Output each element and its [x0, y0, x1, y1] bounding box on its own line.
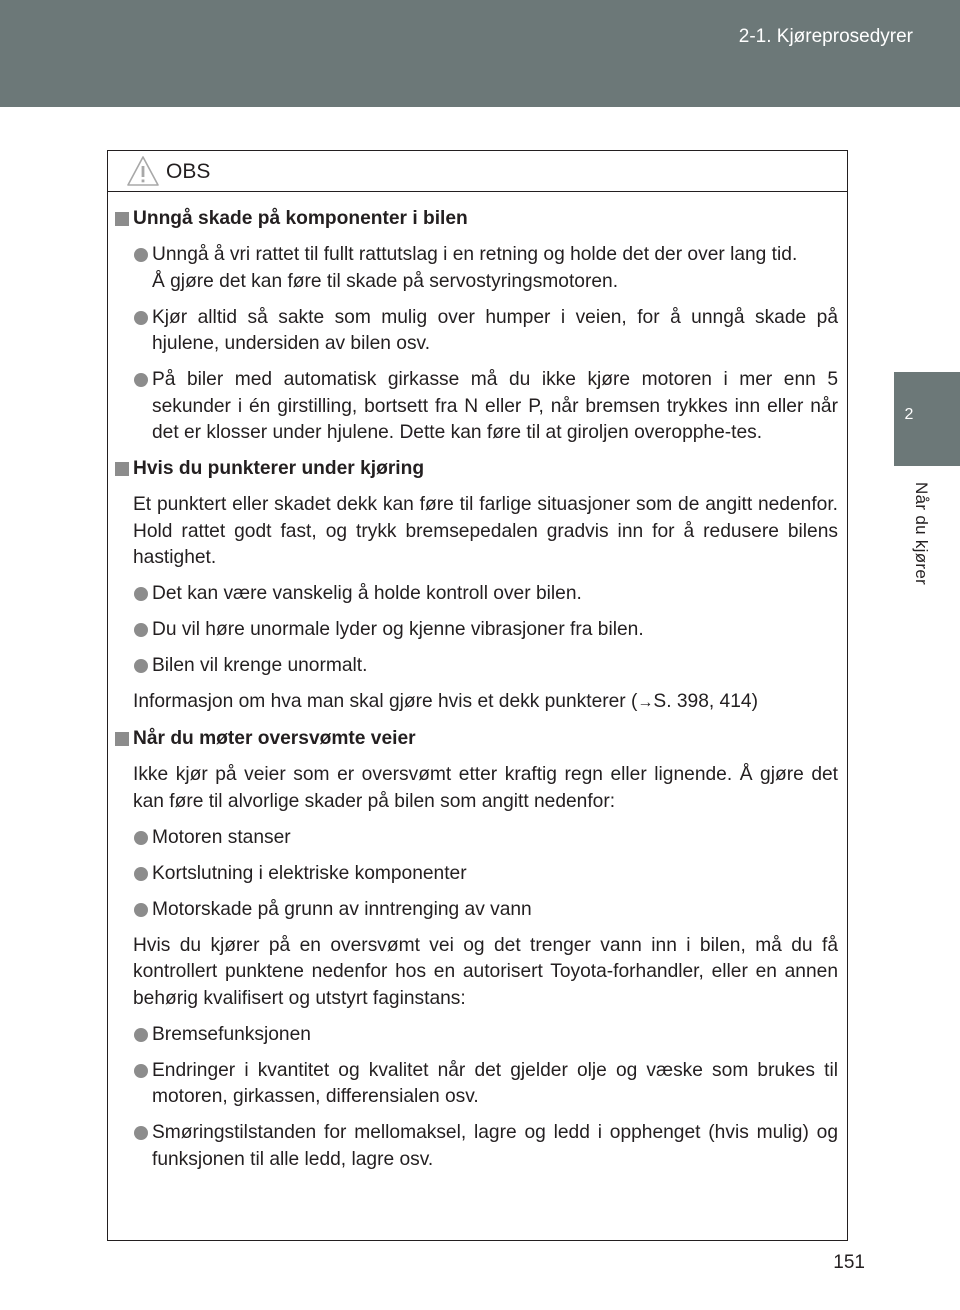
chapter-label: Når du kjører	[912, 482, 931, 586]
warning-triangle-icon	[126, 155, 160, 187]
bullet-text: Motoren stanser	[152, 826, 291, 848]
section-heading	[115, 726, 838, 753]
bullet-item	[115, 897, 838, 924]
bullet-text: På biler med automatisk girkasse må du ikke kjøre motoren i mer enn 5 sekunder i én girstilling, bortsett fra N eller P, når bremsen trykkes inn eller når det er klosser under hjulene. Dette kan føre til at giroljen overopphe-tes.	[152, 369, 838, 443]
heading-text: Hvis du punkterer under kjøring	[133, 458, 425, 479]
bullet-text: Du vil høre unormale lyder og kjenne vibrasjoner fra bilen.	[152, 619, 644, 640]
warning-title: OBS	[166, 160, 211, 183]
square-bullet-icon	[115, 212, 129, 226]
round-bullet-icon	[134, 1028, 148, 1042]
page-reference: S. 398, 414)	[653, 691, 758, 712]
bullet-item	[115, 653, 838, 680]
round-bullet-icon	[134, 248, 148, 262]
warning-header	[108, 151, 847, 192]
bullet-text: Kjør alltid så sakte som mulig over humper i veien, for å unngå skade på hjulene, undersiden av bilen osv.	[152, 306, 838, 354]
bullet-text: Unngå å vri rattet til fullt rattutslag i en retning og holde det der over lang tid.	[152, 244, 798, 265]
section-heading	[115, 456, 838, 483]
chapter-tab	[894, 372, 960, 466]
round-bullet-icon	[134, 659, 148, 673]
bullet-item	[115, 367, 838, 447]
bullet-item	[115, 1022, 838, 1049]
round-bullet-icon	[134, 587, 148, 601]
round-bullet-icon	[134, 1126, 148, 1140]
bullet-item	[115, 825, 838, 852]
paragraph: Ikke kjør på veier som er oversvømt etter kraftig regn eller lignende. Å gjøre det kan føre til alvorlige skader på bilen som angitt nedenfor:	[133, 764, 838, 812]
section-heading	[115, 206, 838, 233]
heading-text: Når du møter oversvømte veier	[133, 728, 416, 749]
bullet-item	[115, 581, 838, 608]
bullet-item	[115, 242, 838, 295]
paragraph: Et punktert eller skadet dekk kan føre til farlige situasjoner som de angitt nedenfor. Hold rattet godt fast, og trykk bremsepedalen gradvis inn for å redusere bilens hastighet.	[133, 494, 838, 568]
section-title: 2-1. Kjøreprosedyrer	[738, 26, 913, 47]
arrow-right-icon: →	[637, 694, 654, 711]
round-bullet-icon	[134, 311, 148, 325]
page-reference-paragraph	[115, 689, 838, 717]
round-bullet-icon	[134, 831, 148, 845]
bullet-text: Bremsefunksjonen	[152, 1023, 311, 1045]
bullet-text: Det kan være vanskelig å holde kontroll over bilen.	[152, 583, 582, 604]
round-bullet-icon	[134, 867, 148, 881]
bullet-text: Smøringstilstanden for mellomaksel, lagre og ledd i opphenget (hvis mulig) og funksjonen til alle ledd, lagre osv.	[152, 1122, 838, 1170]
page-header	[0, 0, 960, 107]
heading-text: Unngå skade på komponenter i bilen	[133, 208, 468, 229]
bullet-text: Bilen vil krenge unormalt.	[152, 655, 368, 676]
bullet-text: Kortslutning i elektriske komponenter	[152, 862, 467, 884]
bullet-item	[115, 1058, 838, 1111]
round-bullet-icon	[134, 1064, 148, 1078]
bullet-item	[115, 617, 838, 644]
bullet-text: Å gjøre det kan føre til skade på servostyringsmotoren.	[152, 270, 619, 292]
bullet-item	[115, 1120, 838, 1173]
bullet-text: Motorskade på grunn av inntrenging av vann	[152, 898, 532, 920]
round-bullet-icon	[134, 903, 148, 917]
bullet-text: Endringer i kvantitet og kvalitet når det gjelder olje og væske som brukes til motoren, girkassen, differensialen osv.	[152, 1059, 838, 1107]
paragraph: Hvis du kjører på en oversvømt vei og det trenger vann inn i bilen, må du få kontrollert punktene nedenfor hos en autorisert Toyota-forhandler, eller en annen behørig kvalifisert og utstyrt faginstans:	[133, 934, 838, 1009]
bullet-item	[115, 305, 838, 358]
chapter-number: 2	[904, 406, 914, 423]
warning-body	[108, 206, 847, 1183]
square-bullet-icon	[115, 732, 129, 746]
round-bullet-icon	[134, 373, 148, 387]
square-bullet-icon	[115, 462, 129, 476]
page-number: 151	[833, 1252, 865, 1273]
warning-box	[107, 150, 848, 1241]
reference-text: Informasjon om hva man skal gjøre hvis et dekk punkterer (	[133, 691, 638, 712]
bullet-item	[115, 861, 838, 888]
round-bullet-icon	[134, 623, 148, 637]
